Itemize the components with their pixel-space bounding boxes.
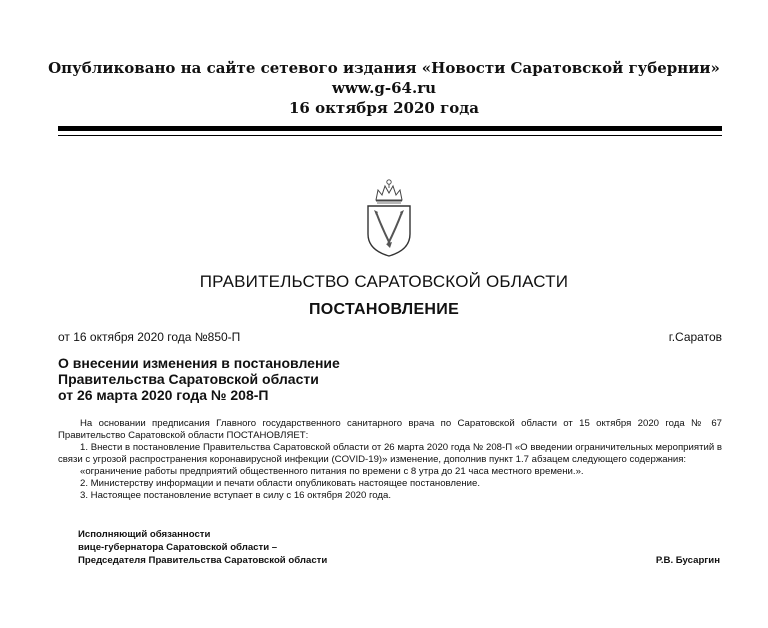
saratov-coat-of-arms-icon <box>364 176 414 258</box>
publication-line: Опубликовано на сайте сетевого издания «Новости Саратовской губернии» <box>48 59 720 77</box>
subject-line: от 26 марта 2020 года № 208-П <box>58 387 269 403</box>
header-divider-thick <box>58 126 722 131</box>
body-paragraph: 1. Внести в постановление Правительства Саратовской области от 26 марта 2020 года № 208-П «О введении ограничительных мероприятий в связи с угрозой распространения коронавирусной инфекции (COVID-19)» изменение, дополнив пункт 1.7 абзацем следующего содержания: <box>58 442 722 465</box>
position-line: вице-губернатора Саратовской области – <box>78 542 278 553</box>
position-line: Исполняющий обязанности <box>78 529 211 540</box>
position-line: Председателя Правительства Саратовской области <box>78 555 328 566</box>
header-divider-thin <box>58 135 722 136</box>
subject-line: О внесении изменения в постановление <box>58 355 340 371</box>
document-body <box>58 418 722 502</box>
document-type: ПОСТАНОВЛЕНИЕ <box>308 301 460 318</box>
publication-date: 16 октября 2020 года <box>289 99 479 117</box>
signatory-position <box>78 528 327 567</box>
subject-line: Правительства Саратовской области <box>58 371 319 387</box>
document-city: г.Саратов <box>668 330 722 344</box>
publication-website: www.g-64.ru <box>331 79 437 97</box>
body-paragraph: 2. Министерству информации и печати области опубликовать настоящее постановление. <box>80 478 481 489</box>
publication-header <box>0 58 768 118</box>
body-paragraph: «ограничение работы предприятий общественного питания по времени с 8 утра до 21 часа местного времени.». <box>80 466 584 477</box>
government-title: ПРАВИТЕЛЬСТВО САРАТОВСКОЙ ОБЛАСТИ <box>199 272 569 291</box>
body-paragraph: На основании предписания Главного государственного санитарного врача по Саратовской области от 15 октября 2020 года № 67 Правительство Саратовской области ПОСТАНОВЛЯЕТ: <box>58 418 722 441</box>
signatory-name: Р.В. Бусаргин <box>655 555 720 566</box>
document-date-number: от 16 октября 2020 года №850-П <box>58 330 241 344</box>
body-paragraph: 3. Настоящее постановление вступает в силу с 16 октября 2020 года. <box>80 490 392 501</box>
document-subject <box>58 355 340 403</box>
